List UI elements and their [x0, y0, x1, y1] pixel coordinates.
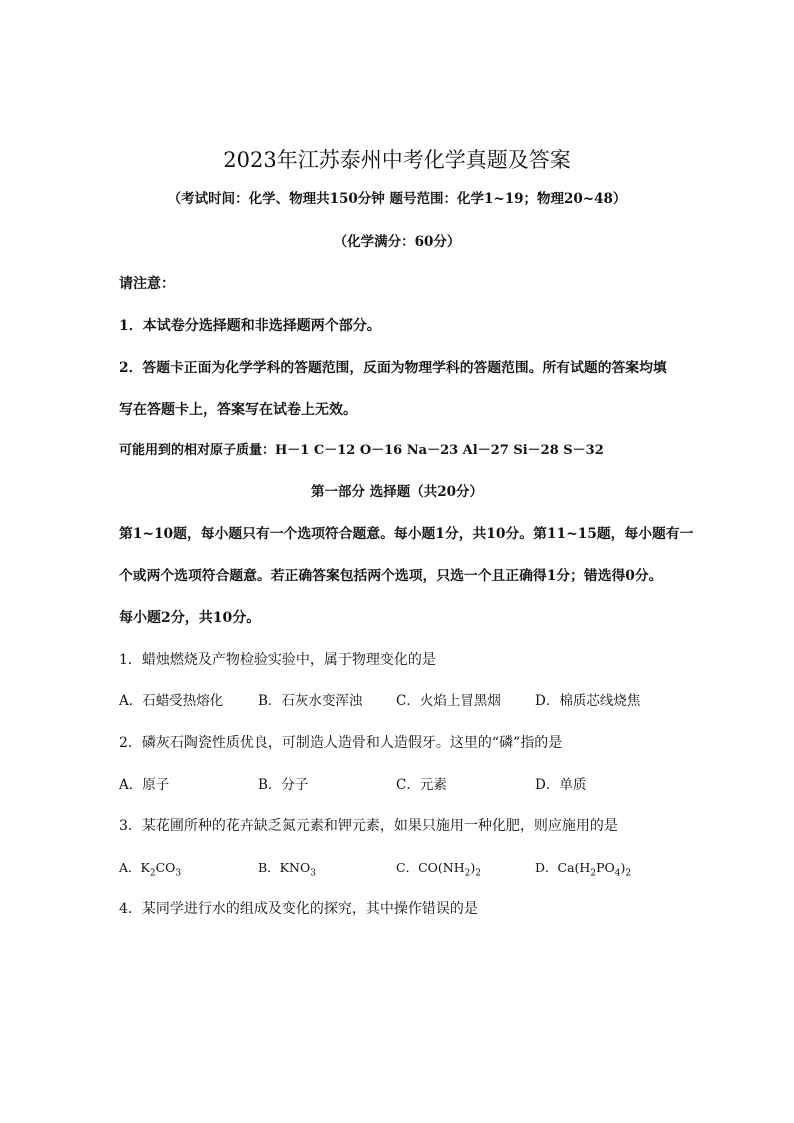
instructions-line-2: 个或两个选项符合题意。若正确答案包括两个选项，只选一个且正确得1分；错选得0分。 — [119, 568, 663, 584]
question-3-option-b: B．$KNO_3$ — [258, 860, 316, 879]
notice-heading: 请注意： — [119, 276, 175, 292]
question-2-option-c: C．元素 — [396, 777, 447, 793]
question-1-option-c: C．火焰上冒黑烟 — [396, 693, 501, 709]
exam-info: （考试时间：化学、物理共150分钟 题号范围：化学1~19；物理20~48） — [167, 191, 627, 207]
question-2-stem: 2．磷灰石陶瓷性质优良，可制造人造骨和人造假牙。这里的“磷”指的是 — [119, 735, 563, 751]
question-1-stem: 1．蜡烛燃烧及产物检验实验中，属于物理变化的是 — [119, 652, 436, 668]
notice-item-1: 1．本试卷分选择题和非选择题两个部分。 — [119, 318, 381, 334]
question-1-option-a: A．石蜡受热熔化 — [119, 693, 224, 709]
question-3-option-d: D．$Ca(H_2PO_4)_2$ — [535, 860, 632, 879]
section-heading: 第一部分 选择题（共20分） — [311, 484, 483, 500]
question-1-option-d: D．棉质芯线烧焦 — [535, 693, 641, 709]
question-4-stem: 4．某同学进行水的组成及变化的探究，其中操作错误的是 — [119, 901, 478, 917]
atomic-masses: 可能用到的相对原子质量：H－1 C－12 O－16 Na－23 Al－27 Si－28 S－32 — [119, 443, 604, 458]
page-title: 2023年江苏泰州中考化学真题及答案 — [223, 148, 571, 172]
question-1-option-b: B．石灰水变浑浊 — [258, 693, 363, 709]
question-2-option-d: D．单质 — [535, 777, 587, 793]
question-3-option-a: A．$K_2CO_3$ — [119, 860, 182, 879]
instructions-line-3: 每小题2分，共10分。 — [119, 610, 261, 626]
notice-item-2-line-2: 写在答题卡上，答案写在试卷上无效。 — [119, 402, 357, 418]
notice-item-2-line-1: 2．答题卡正面为化学学科的答题范围，反面为物理学科的答题范围。所有试题的答案均填 — [119, 360, 667, 376]
question-3-option-c: C．$CO(NH_2)_2$ — [396, 860, 481, 879]
question-2-option-b: B．分子 — [258, 777, 309, 793]
question-2-option-a: A．原子 — [119, 777, 170, 793]
instructions-line-1: 第1~10题，每小题只有一个选项符合题意。每小题1分，共10分。第11~15题，每小题有一 — [119, 526, 694, 542]
question-3-stem: 3．某花圃所种的花卉缺乏氮元素和钾元素，如果只施用一种化肥，则应施用的是 — [119, 818, 618, 834]
full-score: （化学满分：60分） — [333, 234, 461, 250]
